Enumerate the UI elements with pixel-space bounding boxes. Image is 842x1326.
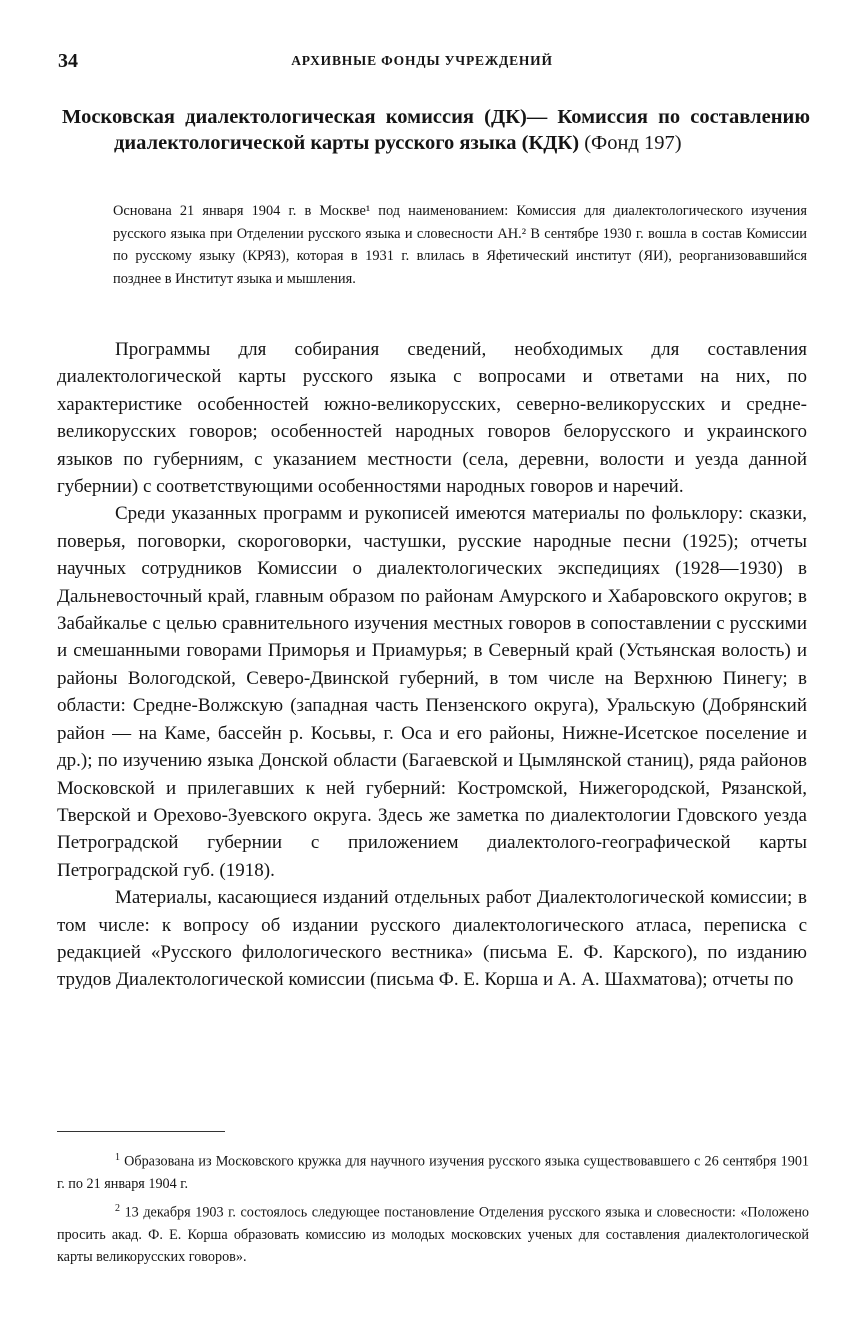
footnote [57,1198,809,1269]
entry-title [62,104,810,156]
page-number: 34 [58,50,78,72]
entry-description: Основана 21 января 1904 г. в Москве¹ под наименованием: Комиссия для диалектологического изучения русского языка при Отделении русского языка и словесности АН.² В сентябре 1930 г. вошла в состав Комиссии по русскому языку (КРЯЗ), которая в 1931 г. влилась в Яфетический институт (ЯИ), реорганизовавшийся позднее в Институт языка и мышления. [113,203,807,287]
body-text [57,336,807,994]
body-paragraph: Материалы, касающиеся изданий отдельных работ Диалектологической комиссии; в том числе: к вопросу об издании русского диалектологического атласа, переписка с редакцией «Русского филологического вестника» (письма Е. Ф. Карского), по изданию трудов Диалектологической комиссии (письма Ф. Е. Корша и А. А. Шахматова); отчеты по [57,887,807,991]
footnote-text: Образована из Московского кружка для научного изучения русского языка существовавшего с 26 сентября 1901 г. по 21 января 1904 г. [57,1153,810,1193]
footnote-text: 13 декабря 1903 г. состоялось следующее постановление Отделения русского языка и словесности: «Положено просить акад. Ф. Е. Корша образовать комиссию из молодых московских ученых для составления диалектологической карты великорусских говоров». [57,1204,810,1266]
footnote-divider [57,1131,225,1132]
page-header [58,50,786,74]
footnote-marker: 2 [115,1202,120,1214]
entry-title-text: Московская диалектологическая комиссия (ДК)— Комиссия по составлению диалектологической карты русского языка (КДК) [62,106,810,154]
footnotes [57,1147,809,1269]
fond-number: (Фонд 197) [584,132,682,154]
footnote [57,1147,809,1196]
body-paragraph: Программы для собирания сведений, необходимых для составления диалектологической карты русского языка с вопросами и ответами на них, по характеристике особенностей южно-великорусских, северно-великорусских и средне-великорусских говоров; особенностей народных говоров белорусского и украинского языков по губерниям, с указанием местности (села, деревни, волости и уезда данной губернии) с соответствующими особенностями народных говоров и наречий. [57,339,807,498]
running-title: АРХИВНЫЕ ФОНДЫ УЧРЕЖДЕНИЙ [291,53,553,68]
entry-heading [62,104,810,156]
body-paragraph: Среди указанных программ и рукописей имеются материалы по фольклору: сказки, поверья, поговорки, скороговорки, частушки, русские народные песни (1925); отчеты научных сотрудников Комиссии о диалектологических экспедициях (1928—1930) в Дальневосточный край, главным образом по районам Амурского и Хабаровского округов; в Забайкалье с целью сравнительного изучения местных говоров в сопоставлении с русскими и смешанными говорами Приморья и Приамурья; в Северный край (Устьянская волость) и районы Вологодской, Северо-Двинской губерний, в том числе на Верхнюю Пинегу; в области: Средне-Волжскую (западная часть Пензенского округа), Уральскую (Добрянский район — на Каме, бассейн р. Косьвы, г. Оса и его районы, Нижне-Исетское поселение и др.); по изучению языка Донской области (Багаевской и Цымлянской станиц), ряда районов Московской и прилегавших к ней губерний: Костромской, Нижегородской, Рязанской, Тверской и Орехово-Зуевского округа. Здесь же заметка по диалектологии Гдовского уезда Петроградской губернии с приложением диалектолого-географической карты Петроградской губ. (1918). [57,503,807,881]
footnote-marker: 1 [115,1152,120,1163]
